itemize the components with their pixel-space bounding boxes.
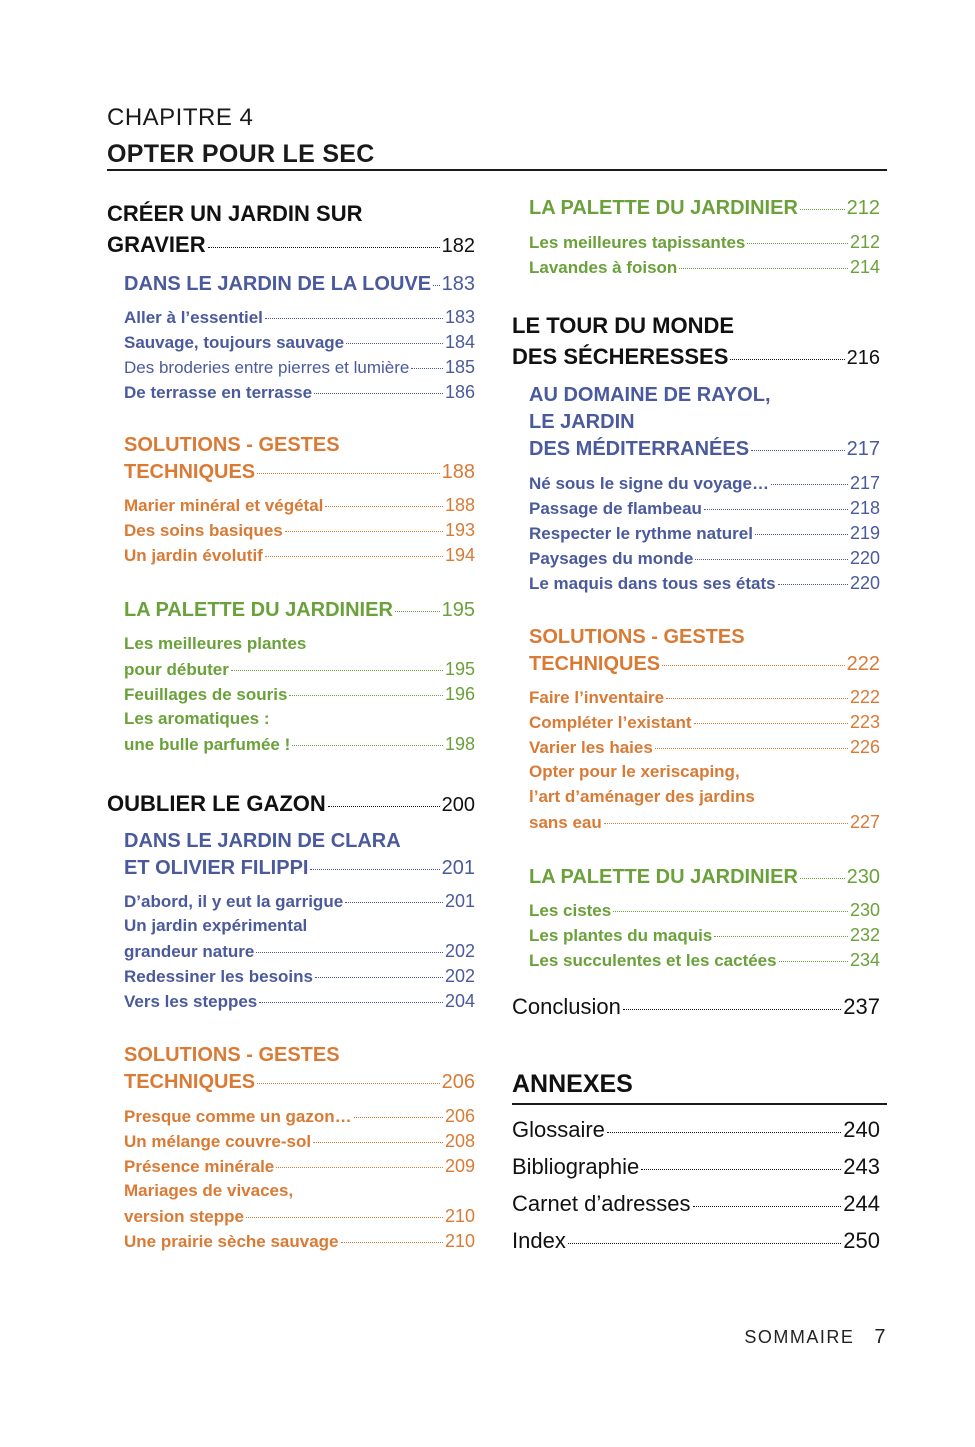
toc-entry[interactable]	[529, 548, 880, 569]
entry-label: TECHNIQUES	[124, 461, 256, 483]
page-ref: 210	[444, 1206, 475, 1226]
toc-subheading[interactable]	[124, 273, 475, 296]
dot-leader	[666, 698, 848, 699]
toc-entry[interactable]	[529, 523, 880, 544]
page-ref: 230	[849, 900, 880, 920]
dot-leader	[276, 1167, 443, 1168]
entry-label: AU DOMAINE DE RAYOL,	[529, 384, 771, 406]
toc-entry	[124, 634, 475, 654]
entry-label: Passage de flambeau	[529, 499, 702, 518]
toc-subheading	[529, 411, 880, 434]
toc-subheading[interactable]	[529, 866, 880, 889]
toc-entry[interactable]	[529, 687, 880, 708]
page-ref: 217	[849, 473, 880, 493]
toc-entry[interactable]	[529, 737, 880, 758]
entry-label: grandeur nature	[124, 942, 255, 961]
toc-annex-entry[interactable]	[512, 1228, 880, 1254]
page-ref: 208	[444, 1131, 475, 1151]
entry-label: TECHNIQUES	[529, 653, 661, 675]
chapter-title: OPTER POUR LE SEC	[107, 140, 375, 168]
toc-entry[interactable]	[124, 891, 475, 912]
page-ref: 201	[444, 891, 475, 911]
dot-leader	[695, 559, 848, 560]
dot-leader	[313, 1142, 443, 1143]
toc-entry	[529, 762, 880, 782]
toc-entry[interactable]	[124, 1106, 475, 1127]
dot-leader	[328, 806, 440, 807]
toc-subheading[interactable]	[124, 830, 475, 853]
page-ref: 188	[444, 495, 475, 515]
toc-subheading[interactable]	[124, 1044, 475, 1067]
entry-label: Vers les steppes	[124, 992, 258, 1011]
entry-label: Varier les haies	[529, 738, 653, 757]
dot-leader	[395, 611, 440, 612]
page-ref: 223	[849, 712, 880, 732]
dot-leader	[292, 745, 443, 746]
entry-label: Les aromatiques :	[124, 709, 270, 728]
toc-entry[interactable]	[124, 357, 475, 378]
page-ref: 198	[444, 734, 475, 754]
entry-label: Le maquis dans tous ses états	[529, 574, 776, 593]
dot-leader	[607, 1132, 841, 1133]
page-ref: 230	[846, 866, 880, 888]
toc-entry	[124, 709, 475, 729]
dot-leader	[257, 473, 440, 474]
dot-leader	[345, 902, 443, 903]
page-ref: 206	[441, 1071, 475, 1093]
dot-leader	[641, 1169, 841, 1170]
entry-label: ANNEXES	[512, 1070, 633, 1098]
dot-leader	[679, 268, 848, 269]
toc-entry[interactable]	[124, 734, 475, 755]
dot-leader	[623, 1009, 841, 1010]
page-ref: 220	[849, 548, 880, 568]
dot-leader	[751, 450, 845, 451]
toc-entry[interactable]	[124, 684, 475, 705]
entry-label: Glossaire	[512, 1117, 605, 1142]
page-ref: 210	[444, 1231, 475, 1251]
toc-entry[interactable]	[124, 307, 475, 328]
toc-subheading[interactable]	[529, 197, 880, 220]
dot-leader	[694, 723, 848, 724]
dot-leader	[346, 343, 443, 344]
entry-label: DES SÉCHERESSES	[512, 344, 729, 369]
entry-label: GRAVIER	[107, 232, 206, 257]
page-ref: 220	[849, 573, 880, 593]
page-ref: 209	[444, 1156, 475, 1176]
dot-leader	[662, 665, 845, 666]
dot-leader	[325, 506, 443, 507]
entry-label: Présence minérale	[124, 1157, 275, 1176]
entry-label: OUBLIER LE GAZON	[107, 791, 326, 816]
dot-leader	[265, 556, 443, 557]
page-ref: 183	[444, 307, 475, 327]
page-ref: 202	[444, 966, 475, 986]
toc-entry[interactable]	[124, 545, 475, 566]
toc-heading[interactable]	[107, 232, 475, 258]
toc-heading	[512, 313, 880, 339]
entry-label: DES MÉDITERRANÉES	[529, 438, 750, 460]
page-ref: 196	[444, 684, 475, 704]
dot-leader	[310, 869, 439, 870]
dot-leader	[246, 1217, 443, 1218]
page-ref: 250	[843, 1228, 880, 1253]
dot-leader	[208, 247, 440, 248]
page-ref: 193	[444, 520, 475, 540]
page-ref: 183	[441, 273, 475, 295]
footer-label: SOMMAIRE	[744, 1327, 855, 1347]
entry-label: DANS LE JARDIN DE LA LOUVE	[124, 273, 432, 295]
dot-leader	[693, 1206, 842, 1207]
entry-label: LA PALETTE DU JARDINIER	[529, 197, 798, 219]
dot-leader	[730, 359, 844, 360]
dot-leader	[747, 243, 848, 244]
dot-leader	[411, 368, 443, 369]
toc-entry	[529, 787, 880, 807]
toc-entry[interactable]	[124, 966, 475, 987]
page-ref: 195	[444, 659, 475, 679]
entry-label: Les meilleures plantes	[124, 634, 307, 653]
entry-label: Faire l’inventaire	[529, 688, 665, 707]
page-ref: 194	[444, 545, 475, 565]
toc-annex-entry[interactable]	[512, 1117, 880, 1143]
entry-label: LE TOUR DU MONDE	[512, 313, 735, 338]
dot-leader	[354, 1117, 443, 1118]
toc-entry[interactable]	[124, 659, 475, 680]
toc-entry[interactable]	[124, 1231, 475, 1252]
page-ref: 188	[441, 461, 475, 483]
page-ref: 184	[444, 332, 475, 352]
page-ref: 240	[843, 1117, 880, 1142]
dot-leader	[755, 534, 848, 535]
toc-entry[interactable]	[529, 925, 880, 946]
entry-label: Les succulentes et les cactées	[529, 951, 777, 970]
entry-label: Aller à l’essentiel	[124, 308, 263, 327]
entry-label: Les plantes du maquis	[529, 926, 713, 945]
entry-label: Marier minéral et végétal	[124, 496, 324, 515]
entry-label: une bulle parfumée !	[124, 735, 291, 754]
entry-label: pour débuter	[124, 660, 229, 679]
toc-subheading[interactable]	[124, 1071, 475, 1094]
entry-label: LE JARDIN	[529, 411, 635, 433]
toc-annex-entry[interactable]	[512, 1154, 880, 1180]
entry-label: Lavandes à foison	[529, 258, 678, 277]
toc-subheading[interactable]	[124, 857, 475, 880]
dot-leader	[800, 209, 845, 210]
toc-subheading[interactable]	[124, 434, 475, 457]
entry-label: Un mélange couvre-sol	[124, 1132, 312, 1151]
dot-leader	[259, 1002, 443, 1003]
dot-leader	[714, 936, 848, 937]
dot-leader	[704, 509, 848, 510]
chapter-rule	[107, 169, 887, 171]
page-ref: 222	[846, 653, 880, 675]
entry-label: LA PALETTE DU JARDINIER	[124, 599, 393, 621]
toc-entry[interactable]	[124, 495, 475, 516]
entry-label: version steppe	[124, 1207, 244, 1226]
dot-leader	[779, 961, 848, 962]
page-ref: 234	[849, 950, 880, 970]
entry-label: Redessiner les besoins	[124, 967, 313, 986]
toc-subheading[interactable]	[124, 599, 475, 622]
toc-entry[interactable]	[124, 520, 475, 541]
toc-subheading[interactable]	[529, 653, 880, 676]
entry-label: Compléter l’existant	[529, 713, 692, 732]
entry-label: Opter pour le xeriscaping,	[529, 762, 740, 781]
dot-leader	[778, 584, 848, 585]
toc-entry[interactable]	[124, 332, 475, 353]
entry-label: CRÉER UN JARDIN SUR	[107, 201, 363, 226]
entry-label: Des soins basiques	[124, 521, 283, 540]
entry-label: D’abord, il y eut la garrigue	[124, 892, 344, 911]
toc-heading[interactable]	[512, 344, 880, 370]
toc-entry[interactable]	[124, 1131, 475, 1152]
page-ref: 222	[849, 687, 880, 707]
toc-entry[interactable]	[124, 941, 475, 962]
entry-label: l’art d’aménager des jardins	[529, 787, 755, 806]
page-ref: 216	[846, 347, 880, 369]
page-number: 7	[874, 1326, 887, 1348]
dot-leader	[265, 318, 443, 319]
page-footer	[744, 1326, 887, 1349]
entry-label: Une prairie sèche sauvage	[124, 1232, 339, 1251]
page-ref: 201	[441, 857, 475, 879]
toc-conclusion[interactable]	[512, 994, 880, 1020]
page-ref: 219	[849, 523, 880, 543]
dot-leader	[256, 952, 443, 953]
entry-label: Né sous le signe du voyage…	[529, 474, 769, 493]
toc-subheading	[529, 384, 880, 407]
dot-leader	[341, 1242, 443, 1243]
page-ref: 232	[849, 925, 880, 945]
page-ref: 186	[444, 382, 475, 402]
page-ref: 200	[441, 794, 475, 816]
entry-label: SOLUTIONS - GESTES	[124, 1044, 340, 1066]
page-ref: 244	[843, 1191, 880, 1216]
dot-leader	[655, 748, 848, 749]
annexes-rule	[512, 1103, 887, 1105]
page-ref: 182	[441, 235, 475, 257]
toc-entry[interactable]	[529, 900, 880, 921]
page-ref: 217	[846, 438, 880, 460]
toc-subheading[interactable]	[529, 438, 880, 461]
entry-label: TECHNIQUES	[124, 1071, 256, 1093]
toc-entry[interactable]	[529, 498, 880, 519]
dot-leader	[568, 1243, 841, 1244]
entry-label: ET OLIVIER FILIPPI	[124, 857, 309, 879]
toc-entry[interactable]	[529, 712, 880, 733]
page-ref: 195	[441, 599, 475, 621]
toc-entry[interactable]	[529, 812, 880, 833]
entry-label: Les cistes	[529, 901, 612, 920]
toc-entry[interactable]	[529, 232, 880, 253]
toc-entry	[124, 1181, 475, 1201]
entry-label: Des broderies entre pierres et lumière	[124, 358, 410, 377]
page-ref: 237	[843, 994, 880, 1019]
entry-label: Index	[512, 1228, 566, 1253]
entry-label: Les meilleures tapissantes	[529, 233, 746, 252]
toc-heading[interactable]	[107, 201, 475, 227]
dot-leader	[433, 285, 440, 286]
annexes-title	[512, 1070, 880, 1099]
entry-label: SOLUTIONS - GESTES	[529, 626, 745, 648]
dot-leader	[289, 695, 443, 696]
toc-entry[interactable]	[529, 573, 880, 594]
entry-label: SOLUTIONS - GESTES	[124, 434, 340, 456]
entry-label: Presque comme un gazon…	[124, 1107, 352, 1126]
entry-label: Bibliographie	[512, 1154, 640, 1179]
toc-entry[interactable]	[529, 473, 880, 494]
dot-leader	[613, 911, 848, 912]
entry-label: sans eau	[529, 813, 602, 832]
toc-entry[interactable]	[124, 991, 475, 1012]
dot-leader	[604, 823, 848, 824]
dot-leader	[800, 878, 845, 879]
toc-entry[interactable]	[124, 1206, 475, 1227]
toc-entry[interactable]	[529, 257, 880, 278]
toc-entry[interactable]	[124, 382, 475, 403]
chapter-label: CHAPITRE 4	[107, 104, 254, 131]
toc-heading[interactable]	[107, 791, 475, 817]
entry-label: Respecter le rythme naturel	[529, 524, 753, 543]
toc-entry[interactable]	[124, 1156, 475, 1177]
toc-subheading[interactable]	[124, 461, 475, 484]
entry-label: Carnet d’adresses	[512, 1191, 691, 1216]
entry-label: Un jardin évolutif	[124, 546, 263, 565]
entry-label: De terrasse en terrasse	[124, 383, 313, 402]
dot-leader	[315, 977, 443, 978]
toc-entry[interactable]	[529, 950, 880, 971]
dot-leader	[771, 484, 848, 485]
toc-entry	[124, 916, 475, 936]
entry-label: Sauvage, toujours sauvage	[124, 333, 345, 352]
page-ref: 227	[849, 812, 880, 832]
dot-leader	[285, 531, 443, 532]
entry-label: Feuillages de souris	[124, 685, 288, 704]
page-ref: 202	[444, 941, 475, 961]
entry-label: DANS LE JARDIN DE CLARA	[124, 830, 401, 852]
dot-leader	[257, 1083, 440, 1084]
dot-leader	[314, 393, 443, 394]
page-ref: 206	[444, 1106, 475, 1126]
page-ref: 218	[849, 498, 880, 518]
page-ref: 214	[849, 257, 880, 277]
entry-label: LA PALETTE DU JARDINIER	[529, 866, 798, 888]
page-ref: 204	[444, 991, 475, 1011]
page-ref: 226	[849, 737, 880, 757]
entry-label: Un jardin expérimental	[124, 916, 308, 935]
page-ref: 243	[843, 1154, 880, 1179]
dot-leader	[231, 670, 443, 671]
entry-label: Paysages du monde	[529, 549, 694, 568]
entry-label: Conclusion	[512, 994, 621, 1019]
page-ref: 212	[849, 232, 880, 252]
entry-label: Mariages de vivaces,	[124, 1181, 294, 1200]
toc-subheading	[529, 626, 880, 649]
page-ref: 185	[444, 357, 475, 377]
toc-annex-entry[interactable]	[512, 1191, 880, 1217]
page-ref: 212	[846, 197, 880, 219]
